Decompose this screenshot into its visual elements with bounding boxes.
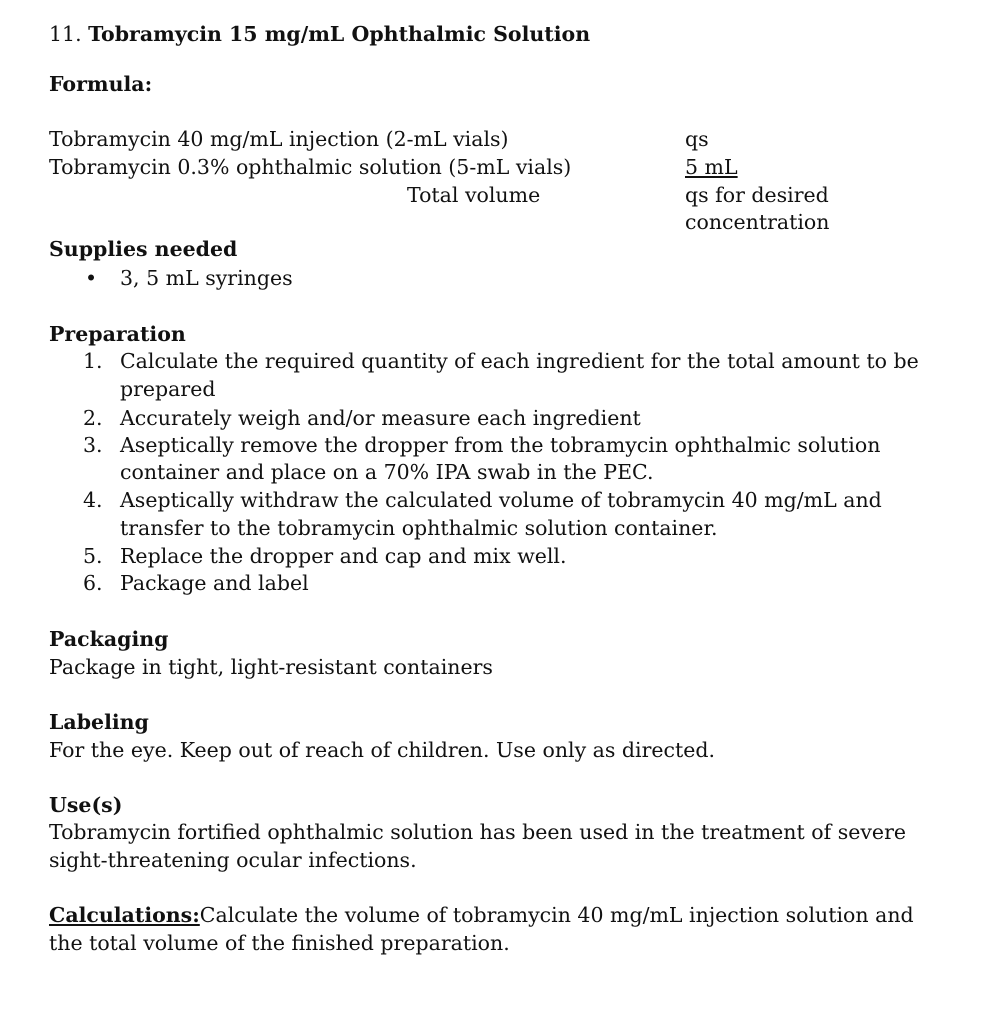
ingredient-name-2: Tobramycin 0.3% ophthalmic solution (5-mL vials)	[49, 155, 572, 179]
supplies-item: 3, 5 mL syringes	[120, 266, 293, 290]
uses-text-line1: Tobramycin fortified ophthalmic solution has been used in the treatment of severe	[49, 820, 906, 844]
step-text: Aseptically withdraw the calculated volume of tobramycin 40 mg/mL and	[120, 488, 882, 512]
title-text: Tobramycin 15 mg/mL Ophthalmic Solution	[88, 22, 591, 46]
page-title	[49, 20, 590, 48]
step-text-cont: transfer to the tobramycin ophthalmic solution container.	[120, 516, 718, 540]
step-number: 4.	[83, 488, 103, 512]
packaging-text: Package in tight, light-resistant containers	[49, 655, 493, 679]
total-volume-amount-line2: concentration	[685, 210, 830, 234]
packaging-heading: Packaging	[49, 627, 169, 651]
step-number: 6.	[83, 571, 103, 595]
calculations-text: Calculate the volume of tobramycin 40 mg/mL injection solution and	[199, 903, 914, 927]
step-number: 1.	[83, 349, 103, 373]
step-number: 3.	[83, 433, 103, 457]
step-number: 2.	[83, 406, 103, 430]
uses-heading: Use(s)	[49, 793, 123, 817]
step-number: 5.	[83, 544, 103, 568]
calculations-line2: the total volume of the finished preparation.	[49, 931, 510, 955]
step-text: Aseptically remove the dropper from the tobramycin ophthalmic solution	[120, 433, 881, 457]
preparation-heading: Preparation	[49, 322, 186, 346]
step-text: Package and label	[120, 571, 309, 595]
calculations-line1	[49, 901, 914, 929]
total-volume-amount-line1: qs for desired	[685, 183, 829, 207]
bullet-icon: •	[85, 266, 98, 290]
ingredient-name-1: Tobramycin 40 mg/mL injection (2-mL vials)	[49, 127, 509, 151]
title-number: 11.	[49, 22, 82, 46]
labeling-heading: Labeling	[49, 710, 149, 734]
calculations-heading: Calculations:	[49, 903, 200, 927]
labeling-text: For the eye. Keep out of reach of children. Use only as directed.	[49, 738, 716, 762]
uses-text-line2: sight-threatening ocular infections.	[49, 848, 417, 872]
step-text: Replace the dropper and cap and mix well.	[120, 544, 567, 568]
total-volume-label: Total volume	[407, 183, 541, 207]
step-text-cont: prepared	[120, 377, 216, 401]
step-text: Accurately weigh and/or measure each ingredient	[120, 406, 641, 430]
supplies-heading: Supplies needed	[49, 237, 238, 261]
step-text-cont: container and place on a 70% IPA swab in the PEC.	[120, 460, 654, 484]
formula-heading: Formula:	[49, 72, 153, 96]
step-text: Calculate the required quantity of each ingredient for the total amount to be	[120, 349, 919, 373]
ingredient-amount-2: 5 mL	[685, 155, 738, 179]
ingredient-amount-1: qs	[685, 127, 709, 151]
